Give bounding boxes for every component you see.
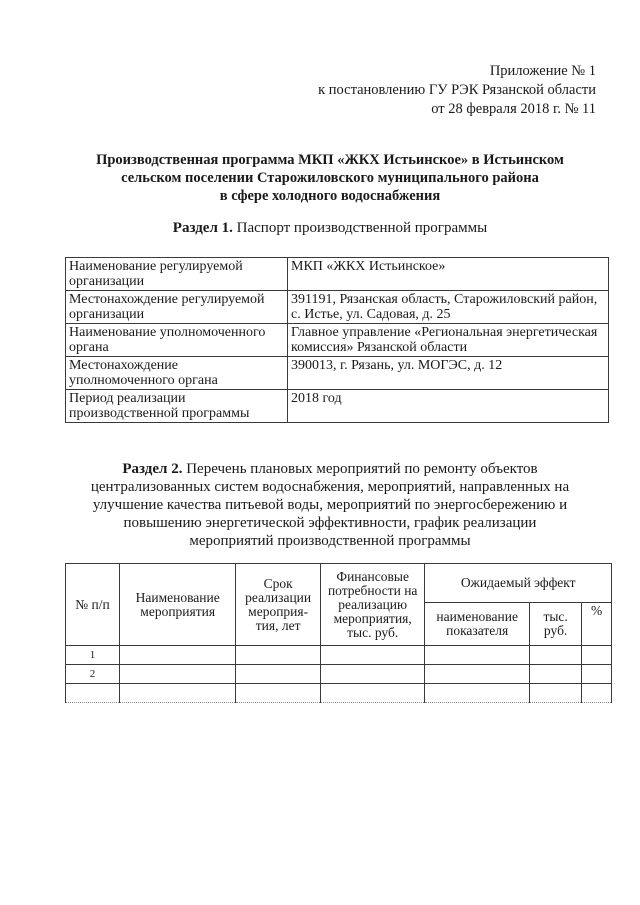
passport-table <box>65 257 609 423</box>
passport-value: 391191, Рязанская область, Старожиловский район, с. Истье, ул. Садовая, д. 25 <box>288 291 609 324</box>
passport-value: Главное управление «Региональная энергетическая комиссия» Рязанской области <box>288 324 609 357</box>
table-row <box>66 258 609 291</box>
section-1-heading <box>60 219 600 237</box>
passport-value: 390013, г. Рязань, ул. МОГЭС, д. 12 <box>288 357 609 390</box>
title-line-1: Производственная программа МКП «ЖКХ Истьинское» в Истьинском <box>96 152 564 168</box>
passport-key: Наименование уполномоченного органа <box>66 324 288 357</box>
appendix-header <box>236 62 596 119</box>
section-2-line-4: повышению энергетической эффективности, график реализации <box>123 515 537 531</box>
measures-table <box>65 563 612 703</box>
row-num: 2 <box>66 665 120 684</box>
table-row <box>66 390 609 423</box>
title-line-2: сельском поселении Старожиловского муниципального района <box>121 170 539 186</box>
table-row <box>66 646 612 665</box>
row-num <box>66 684 120 703</box>
table-row <box>66 684 612 703</box>
col-indicator: наименование показателя <box>425 603 530 646</box>
col-effect: Ожидаемый эффект <box>425 564 612 603</box>
table-header-row <box>66 564 612 603</box>
col-percent: % <box>582 603 612 646</box>
passport-key: Период реализации производственной программы <box>66 390 288 423</box>
section-2-text: Перечень плановых мероприятий по ремонту объектов <box>182 461 538 477</box>
appendix-number: Приложение № 1 <box>489 63 596 79</box>
section-2-label: Раздел 2. <box>122 461 183 477</box>
section-1-text: Паспорт производственной программы <box>232 220 488 236</box>
col-term: Срок реализации мероприя-тия, лет <box>236 564 321 646</box>
row-num: 1 <box>66 646 120 665</box>
passport-value: 2018 год <box>288 390 609 423</box>
appendix-resolution: к постановлению ГУ РЭК Рязанской области <box>318 82 596 98</box>
section-2-line-3: улучшение качества питьевой воды, мероприятий по энергосбережению и <box>92 497 568 513</box>
col-num: № п/п <box>66 564 120 646</box>
section-2-line-5: мероприятий производственной программы <box>189 533 471 549</box>
col-name: Наименование мероприятия <box>120 564 236 646</box>
passport-value: МКП «ЖКХ Истьинское» <box>288 258 609 291</box>
passport-key: Наименование регулируемой организации <box>66 258 288 291</box>
col-finance: Финансовые потребности на реализацию мероприятия, тыс. руб. <box>320 564 424 646</box>
section-2-line-2: централизованных систем водоснабжения, мероприятий, направленных на <box>90 479 570 495</box>
passport-key: Местонахождение регулируемой организации <box>66 291 288 324</box>
title-line-3: в сфере холодного водоснабжения <box>219 188 441 204</box>
section-1-label: Раздел 1. <box>172 220 233 236</box>
section-2-heading <box>60 460 600 550</box>
document-title <box>60 151 600 205</box>
appendix-date: от 28 февраля 2018 г. № 11 <box>431 101 596 117</box>
passport-key: Местонахождение уполномоченного органа <box>66 357 288 390</box>
table-row <box>66 291 609 324</box>
col-thousand-rub: тыс. руб. <box>529 603 581 646</box>
table-row <box>66 357 609 390</box>
table-row <box>66 324 609 357</box>
table-row <box>66 665 612 684</box>
